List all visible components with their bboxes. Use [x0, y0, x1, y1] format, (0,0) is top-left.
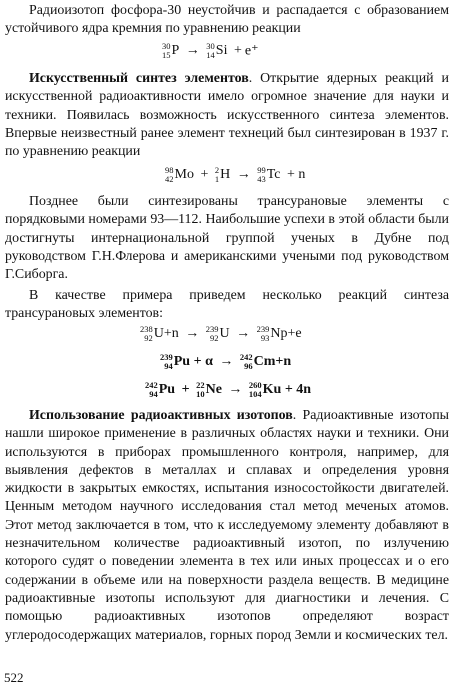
element-symbol: U — [219, 326, 230, 341]
element-symbol: Pu — [158, 382, 176, 397]
atomic-number: 1 — [214, 174, 220, 184]
element-symbol: Ku + 4n — [262, 382, 312, 397]
paragraph-artificial-synthesis — [5, 70, 449, 161]
element-symbol: U+n — [153, 326, 179, 341]
paragraph-transuranium — [5, 193, 449, 284]
page-number: 522 — [4, 670, 24, 685]
reaction-product-tail: + n — [287, 167, 306, 182]
atomic-number: 92 — [144, 333, 153, 343]
plus-sign: + — [200, 167, 209, 182]
element-symbol: Tc — [266, 167, 281, 182]
element-symbol: Np+e — [270, 326, 302, 341]
paragraph-examples-intro — [5, 287, 449, 324]
section-heading: Использование радиоактивных изотопов — [29, 408, 293, 423]
atomic-number: 43 — [257, 174, 266, 184]
paragraph-text: . Открытие ядерных реакций и искусственной радиоактивности имело огромное значение для науки и техники. Появилась возможность искусственного синтеза элементов. Впервые неизвестный ранее элемент технеций был синтезирован в 1937 г. по уравнению реакции — [5, 71, 449, 160]
atomic-number: 94 — [164, 361, 173, 371]
plus-sign: + — [233, 43, 242, 58]
paragraph-phosphorus-decay — [5, 2, 449, 39]
reaction-arrow: → — [236, 326, 251, 341]
element-symbol: Cm+n — [253, 354, 292, 369]
element-symbol: Pu + α — [173, 354, 213, 369]
reaction-arrow: → — [236, 167, 251, 182]
mass-number: 239 — [160, 352, 173, 362]
atomic-number: 96 — [244, 361, 253, 371]
atomic-number: 15 — [162, 50, 171, 60]
mass-number: 238 — [140, 324, 153, 334]
atomic-number: 94 — [149, 389, 158, 399]
mass-number: 242 — [145, 380, 158, 390]
plus-sign: + — [181, 382, 190, 397]
element-symbol: H — [220, 167, 231, 182]
mass-number: 30 — [206, 41, 215, 51]
atomic-number: 93 — [260, 333, 270, 343]
paragraph-text: . Радиоактивные изотопы нашли широкое применение в различных областях науки и техники. Они используются в приборах промышленного контроля, например, для выявления дефектов в металлах и сплавах и определения уровня жидкости в закрытых емкостях, испытания износостойкости двигателей. Ценным методом научного исследования стал метод меченых атомов. Этот метод заключается в том, что к исследуемому элементу добавляют в незначительном количестве радиоактивный изотоп, по излучению которого судят о поведении элемента в тех или иных процессах и о его содержании в объеме или на поверхности раздела веществ. В медицине радиоактивные изотопы используют для диагностики и лечения. С помощью радиоактивных изотопов определяют возраст углеродосодержащих материалов, горных пород Земли и космических тел. — [5, 408, 449, 643]
equation-neptunium-synthesis — [140, 325, 302, 343]
equation-phosphorus-decay — [162, 42, 259, 60]
mass-number: 98 — [165, 165, 174, 175]
mass-number: 260 — [248, 380, 262, 390]
element-symbol: P — [171, 43, 180, 58]
mass-number: 2 — [214, 165, 220, 175]
mass-number: 239 — [205, 324, 219, 334]
paragraph-text: Позднее были синтезированы трансурановые элементы с порядковыми номерами 93—112. Наибольшие успехи в этой области были достигнуты интернациональной группой ученых в Дубне под руководством Г.Н.Флерова и американскими учеными под руководством Г.Сиборга. — [5, 194, 449, 283]
paragraph-radioactive-isotopes-use — [5, 407, 449, 645]
mass-number: 30 — [162, 41, 171, 51]
element-symbol: Si — [215, 43, 228, 58]
mass-number: 99 — [257, 165, 266, 175]
atomic-number: 42 — [165, 174, 174, 184]
reaction-arrow: → — [228, 382, 243, 397]
section-heading: Искусственный синтез элементов — [29, 71, 249, 86]
atomic-number: 104 — [248, 389, 262, 399]
mass-number: 242 — [239, 352, 253, 362]
mass-number: 239 — [256, 324, 270, 334]
reaction-arrow: → — [219, 354, 234, 369]
mass-number: 22 — [196, 380, 205, 390]
atomic-number: 10 — [196, 389, 205, 399]
particle-symbol: e⁺ — [244, 43, 259, 59]
reaction-arrow: → — [185, 43, 200, 58]
paragraph-text: В качестве примера приведем несколько реакций синтеза трансурановых элементов: — [5, 288, 449, 322]
reaction-arrow: → — [185, 326, 200, 341]
element-symbol: Ne — [205, 382, 222, 397]
equation-kurchatovium-synthesis — [145, 381, 311, 399]
element-symbol: Mo — [174, 167, 194, 182]
equation-technetium-synthesis — [165, 166, 308, 184]
atomic-number: 14 — [206, 50, 215, 60]
paragraph-text: Радиоизотоп фосфора-30 неустойчив и распадается с образованием устойчивого ядра кремния по уравнению реакции — [5, 3, 449, 37]
atomic-number: 92 — [210, 333, 219, 343]
equation-curium-synthesis — [160, 353, 291, 371]
